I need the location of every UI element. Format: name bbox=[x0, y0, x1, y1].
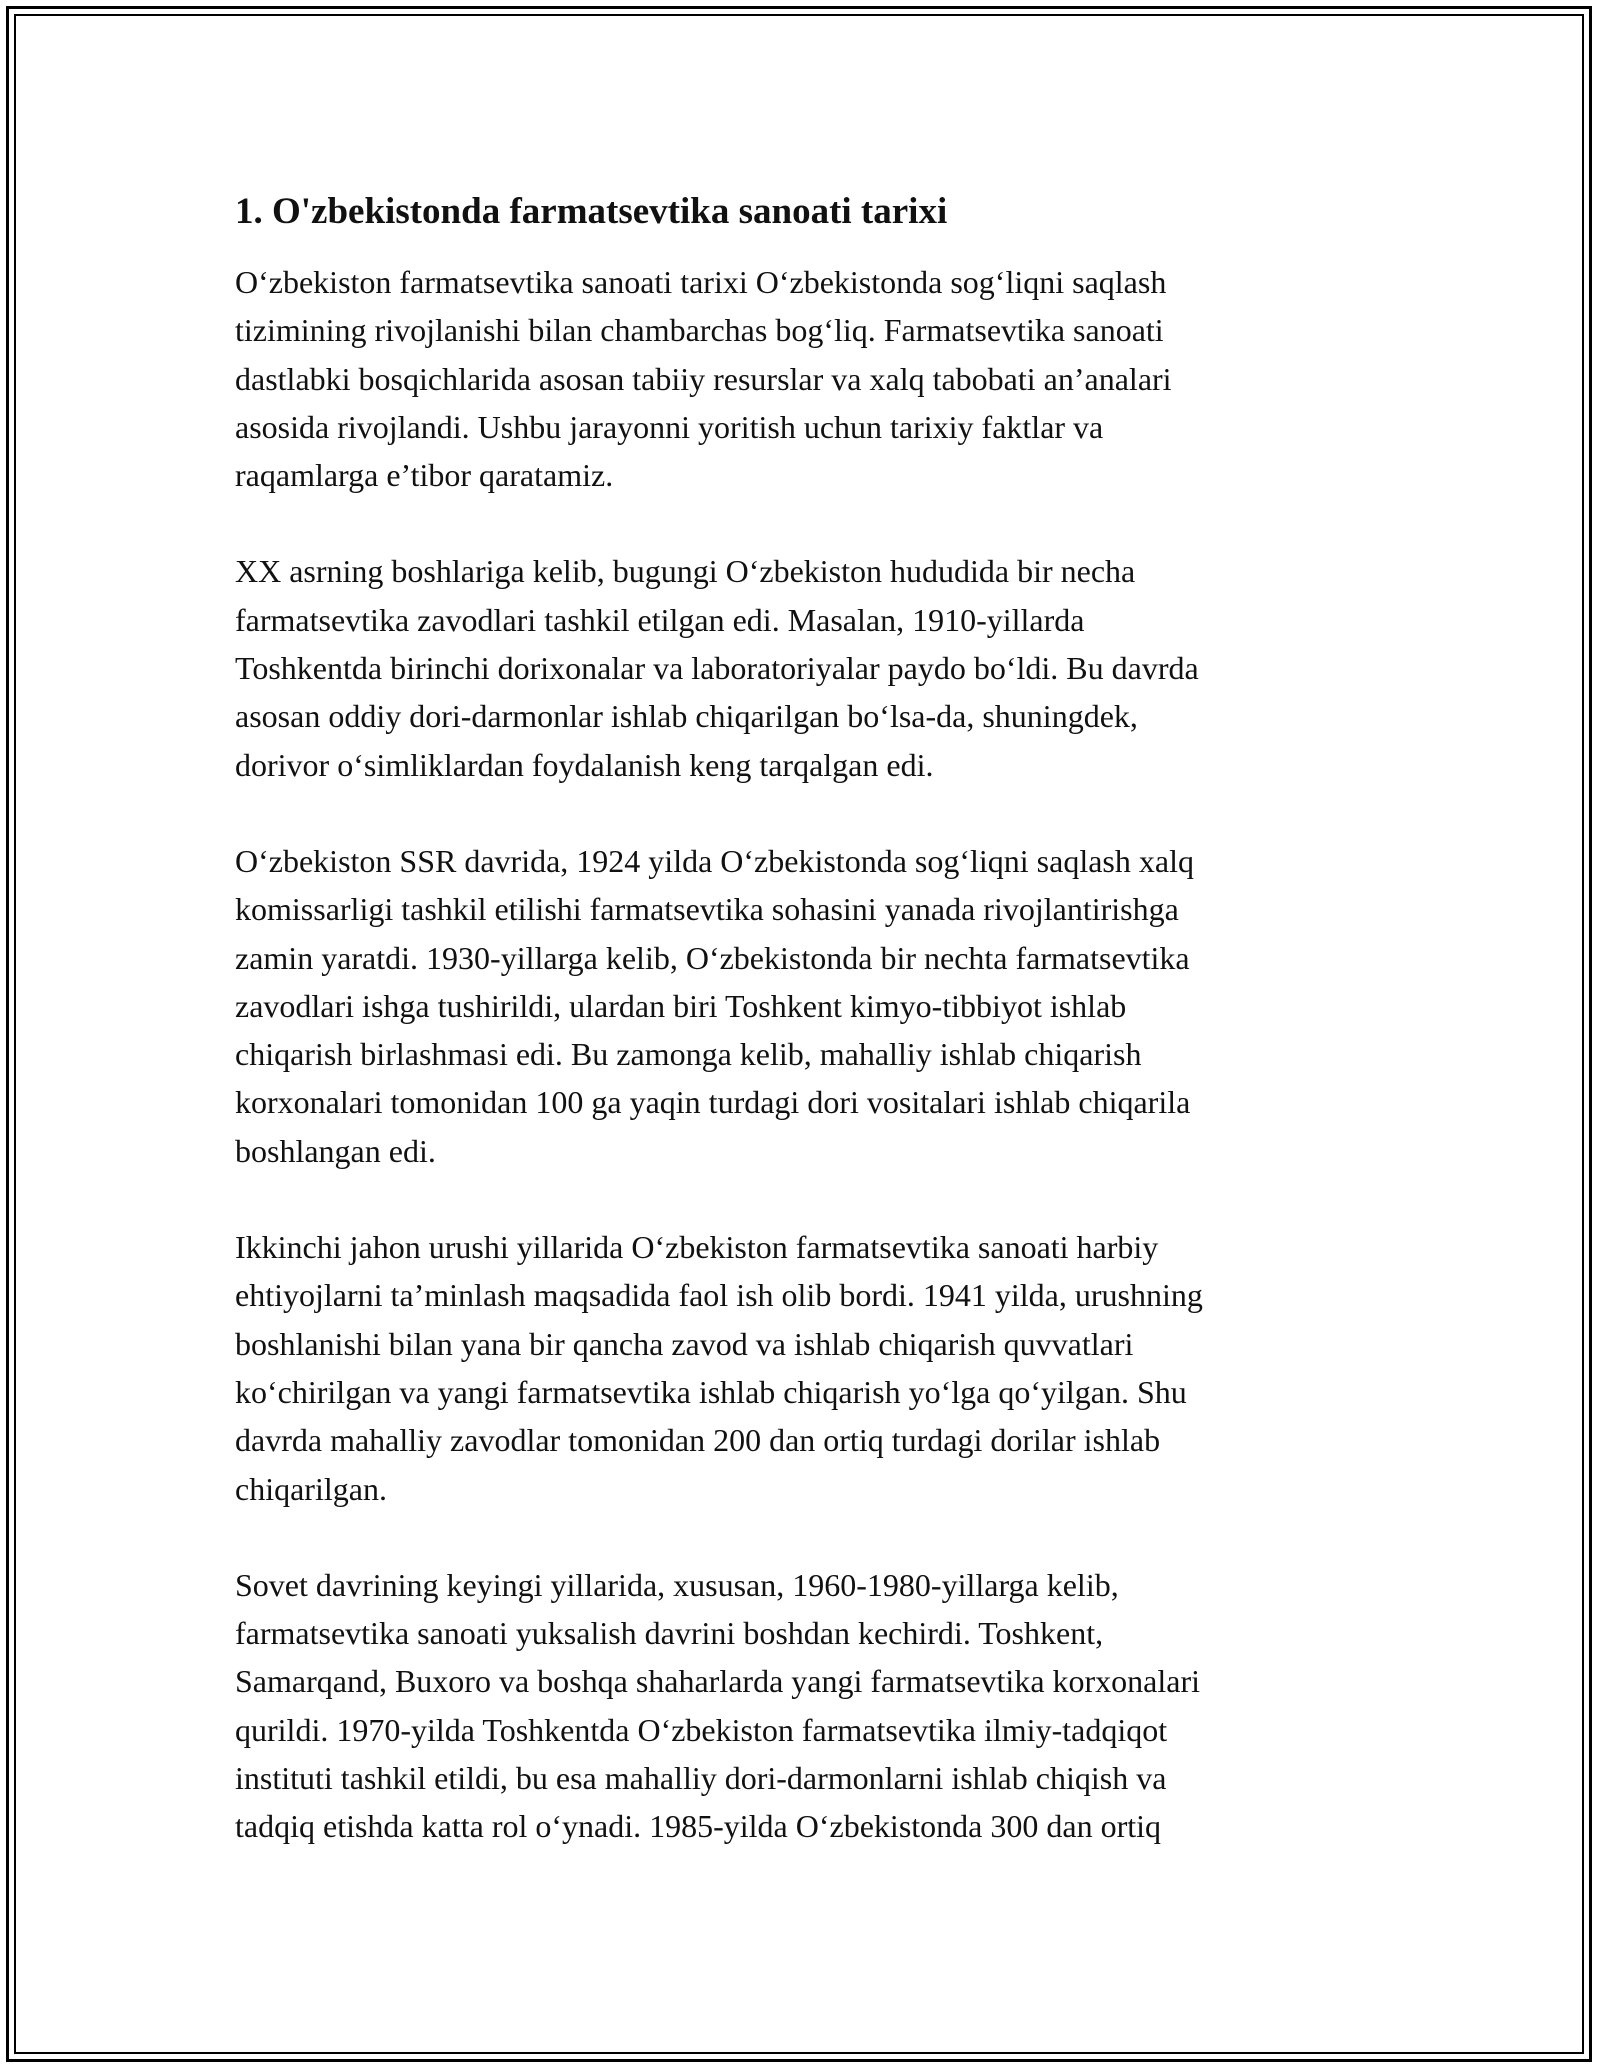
paragraph-line: boshlanishi bilan yana bir qancha zavod va ishlab chiqarish quvvatlari bbox=[235, 1325, 1134, 1362]
paragraph-line: asosida rivojlandi. Ushbu jarayonni yoritish uchun tarixiy faktlar va bbox=[235, 408, 1104, 445]
paragraph-line: O‘zbekiston farmatsevtika sanoati tarixi O‘zbekistonda sog‘liqni saqlash bbox=[235, 264, 1167, 300]
paragraph-line: dorivor o‘simliklardan foydalanish keng tarqalgan edi. bbox=[235, 746, 934, 783]
paragraph-line: tizimining rivojlanishi bilan chambarchas bog‘liq. Farmatsevtika sanoati bbox=[235, 312, 1164, 349]
paragraph-line: chiqarish birlashmasi edi. Bu zamonga kelib, mahalliy ishlab chiqarish bbox=[235, 1036, 1142, 1073]
paragraph-line: Sovet davrining keyingi yillarida, xususan, 1960-1980-yillarga kelib, bbox=[235, 1566, 1119, 1603]
paragraph bbox=[235, 547, 1355, 788]
paragraph-line: raqamlarga e’tibor qaratamiz. bbox=[235, 457, 614, 494]
paragraph-line: O‘zbekiston SSR davrida, 1924 yilda O‘zbekistonda sog‘liqni saqlash xalq bbox=[235, 842, 1194, 879]
paragraph-line: zamin yaratdi. 1930-yillarga kelib, O‘zbekistonda bir nechta farmatsevtika bbox=[235, 939, 1190, 976]
paragraph-line: boshlangan edi. bbox=[235, 1132, 436, 1169]
paragraph-line: Toshkentda birinchi dorixonalar va laboratoriyalar paydo bo‘ldi. Bu davrda bbox=[235, 650, 1199, 687]
paragraph-line: farmatsevtika zavodlari tashkil etilgan edi. Masalan, 1910-yillarda bbox=[235, 601, 1085, 638]
paragraph bbox=[235, 258, 1355, 499]
paragraph-line: qurildi. 1970-yilda Toshkentda O‘zbekiston farmatsevtika ilmiy-tadqiqot bbox=[235, 1711, 1168, 1748]
paragraph-line: ko‘chirilgan va yangi farmatsevtika ishlab chiqarish yo‘lga qo‘yilgan. Shu bbox=[235, 1373, 1187, 1410]
paragraph bbox=[235, 1561, 1355, 1851]
paragraph-line: dastlabki bosqichlarida asosan tabiiy resurslar va xalq tabobati an’analari bbox=[235, 360, 1172, 397]
paragraph-line: Ikkinchi jahon urushi yillarida O‘zbekiston farmatsevtika sanoati harbiy bbox=[235, 1229, 1159, 1266]
page-title: 1. O'zbekistonda farmatsevtika sanoati tarixi bbox=[235, 191, 948, 232]
paragraph bbox=[235, 837, 1355, 1175]
paragraph-list bbox=[235, 258, 1355, 1851]
paragraph-line: XX asrning boshlariga kelib, bugungi O‘zbekiston hududida bir necha bbox=[235, 553, 1136, 590]
paragraph-line: davrda mahalliy zavodlar tomonidan 200 dan ortiq turdagi dorilar ishlab bbox=[235, 1422, 1161, 1459]
paragraph-line: instituti tashkil etildi, bu esa mahalliy dori-darmonlarni ishlab chiqish va bbox=[235, 1760, 1167, 1797]
paragraph-line: komissarligi tashkil etilishi farmatsevtika sohasini yanada rivojlantirishga bbox=[235, 891, 1179, 928]
paragraph-line: Samarqand, Buxoro va boshqa shaharlarda yangi farmatsevtika korxonalari bbox=[235, 1663, 1201, 1700]
paragraph-line: zavodlari ishga tushirildi, ulardan biri Toshkent kimyo-tibbiyot ishlab bbox=[235, 987, 1127, 1024]
paragraph bbox=[235, 1223, 1355, 1513]
document-body bbox=[235, 188, 1355, 1899]
paragraph-line: asosan oddiy dori-darmonlar ishlab chiqarilgan bo‘lsa-da, shuningdek, bbox=[235, 698, 1138, 735]
paragraph-line: korxonalari tomonidan 100 ga yaqin turdagi dori vositalari ishlab chiqarila bbox=[235, 1084, 1191, 1121]
paragraph-line: chiqarilgan. bbox=[235, 1470, 387, 1507]
paragraph-line: tadqiq etishda katta rol o‘ynadi. 1985-yilda O‘zbekistonda 300 dan ortiq bbox=[235, 1808, 1161, 1845]
paragraph-line: farmatsevtika sanoati yuksalish davrini boshdan kechirdi. Toshkent, bbox=[235, 1615, 1104, 1652]
paragraph-line: ehtiyojlarni ta’minlash maqsadida faol ish olib bordi. 1941 yilda, urushning bbox=[235, 1277, 1203, 1314]
